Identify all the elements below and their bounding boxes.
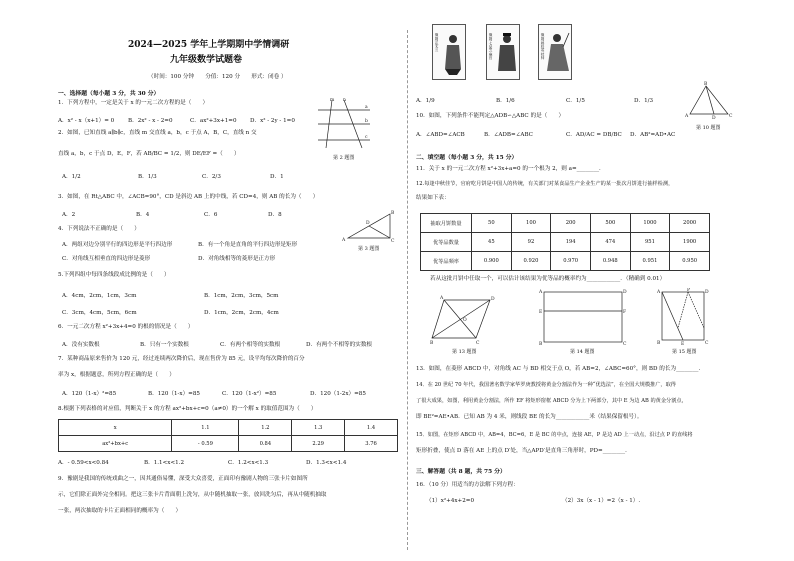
- q3-option-c: C．6: [204, 212, 218, 218]
- svg-text:B: B: [391, 211, 395, 216]
- exam-subtitle: 九年级数学试题卷: [170, 55, 243, 65]
- q15-figure: [656, 288, 712, 346]
- svg-text:C: C: [623, 342, 627, 346]
- q6-option-c: C．有两个相等的实数根: [220, 342, 281, 348]
- q12-cell: 0.948: [590, 252, 630, 271]
- q7-option-b: B．120（1-x）=85: [148, 391, 200, 397]
- svg-text:A: A: [342, 238, 346, 243]
- q3-option-d: D．8: [268, 212, 282, 218]
- q10-option-c: C．AD/AC = DB/BC: [566, 132, 622, 138]
- q10-figure: [684, 80, 734, 120]
- q12-cell: 50: [472, 214, 512, 233]
- q7-option-a: A．120（1-x）²=85: [62, 391, 117, 397]
- opera-card-1-label: 豫剧·花木兰: [435, 33, 439, 53]
- q12-table: [420, 213, 710, 271]
- q1-stem: 1．下列方程中，一定是关于 x 的一元二次方程的是（ ）: [58, 100, 209, 106]
- q6-option-d: D．有两个不相等的实数根: [306, 342, 373, 348]
- q8-cell: 1.2: [239, 420, 292, 436]
- q9-line1: 9．豫剧是我国的传统戏曲之一，因其通俗易懂，深受大众喜爱，正面印有豫剧人物的三张卡片如图所: [58, 476, 308, 482]
- opera-card-3: [538, 24, 572, 80]
- q8-cell: 3.76: [345, 436, 398, 452]
- q8-option-a: A．- 0.59<x<0.84: [58, 460, 109, 466]
- q9-option-a: A．1/9: [416, 98, 435, 104]
- q12-cell: 474: [590, 233, 630, 252]
- q11-text: 11．关于 x 的一元二次方程 x²+3x+a=0 的一个根为 2，则 a=________．: [416, 166, 605, 172]
- q3-figure-caption: 第 3 题图: [358, 246, 380, 252]
- svg-text:D: D: [623, 290, 627, 295]
- q4-stem: 4．下列说法不正确的是（ ）: [58, 226, 140, 232]
- q4-option-c: C．对角线互相垂直的四边形是菱形: [62, 256, 151, 262]
- svg-text:n: n: [343, 98, 346, 103]
- q3-option-b: B．4: [136, 212, 150, 218]
- svg-text:C: C: [476, 341, 480, 344]
- q12-cell: 951: [630, 233, 670, 252]
- q8-table: [58, 419, 398, 452]
- q12-cell: 0.920: [511, 252, 551, 271]
- q12-cell: 0.900: [472, 252, 512, 271]
- svg-text:C: C: [391, 239, 395, 244]
- svg-text:D: D: [705, 290, 709, 295]
- q14-line3: 即 BE²=AE•AB．已知 AB 为 4 米，则线段 BE 的长为____________米（结果保留根号）。: [416, 414, 643, 420]
- svg-text:E: E: [681, 342, 685, 346]
- q8-stem: 8.根据下列表格的对应值，判断关于 x 的方程 ax²+bx+c=0（a≠0）的一个解 x 的取值范围为（ ）: [58, 406, 317, 412]
- q12-cell: 0.950: [670, 252, 710, 271]
- svg-text:m: m: [330, 98, 335, 103]
- q2-option-b: B．1/3: [138, 174, 157, 180]
- q10-option-a: A．∠ABD=∠ACB: [416, 132, 465, 138]
- q10-figure-caption: 第 10 题图: [696, 125, 721, 131]
- q2-option-a: A．1/2: [62, 174, 81, 180]
- q1-option-b: B．2x² - x - 2=0: [128, 118, 173, 124]
- q5-option-a: A．4cm，2cm，1cm，3cm: [62, 293, 137, 299]
- q10-stem: 10．如图，下列条件不能判定△ADB∽△ABC 的是（ ）: [416, 113, 565, 119]
- q1-option-c: C．ax²+3x+1=0: [190, 118, 237, 124]
- q8-cell: x: [59, 420, 172, 436]
- q12-cell: 0.970: [551, 252, 591, 271]
- q3-figure: [340, 208, 396, 244]
- q12-line1: 12.每逢中秋佳节，官府吃月饼是中国人的传统，有关部门对某食品生产企业生产的某一批次月饼进行抽样检测，: [416, 181, 674, 187]
- q12-tail: 若从这批月饼中任取一个，可以估计该结果为优等品的概率约为____________．（精确到 0.01）: [430, 276, 666, 282]
- svg-text:C: C: [705, 341, 709, 346]
- q12-cell: 500: [590, 214, 630, 233]
- q12-row-sample-count: [421, 214, 710, 233]
- q13-text: 13．如图，在菱形 ABCD 中，对角线 AC 与 BD 相交于点 O，若 AB=2，∠ABC=60°，则 BD 的长为________．: [416, 366, 705, 372]
- q2-option-c: C．2/3: [202, 174, 221, 180]
- q12-cell: 抽取月饼数量: [421, 214, 472, 233]
- q12-cell: 100: [511, 214, 551, 233]
- q6-stem: 6．一元二次方程 x²+3x+4=0 的根的情况是（ ）: [58, 324, 194, 330]
- q8-cell: 0.84: [239, 436, 292, 452]
- opera-card-2: [486, 24, 520, 80]
- q7-option-c: C．120（1-x²）=85: [222, 391, 277, 397]
- q5-option-b: B．1cm，2cm，3cm，5cm: [204, 293, 279, 299]
- svg-text:A: A: [539, 290, 543, 295]
- q8-option-b: B．1.1<x<1.2: [144, 460, 185, 466]
- svg-text:P: P: [687, 288, 691, 293]
- svg-text:c: c: [365, 135, 368, 140]
- q8-cell: 1.1: [172, 420, 239, 436]
- q10-option-d: D．AB²=AD•AC: [630, 132, 676, 138]
- q14-figure: [538, 288, 628, 346]
- svg-text:O: O: [463, 318, 467, 323]
- q7-line1: 7．某种商品原来售价为 120 元，经过连续两次降价后，现在售价为 85 元，设平均每次降价的百分: [58, 356, 305, 362]
- q7-option-d: D．120（1-2x）=85: [310, 391, 366, 397]
- svg-text:B: B: [430, 341, 434, 344]
- q2-figure: [318, 96, 370, 152]
- svg-text:A: A: [685, 114, 689, 119]
- svg-text:D: D: [491, 297, 495, 302]
- q1-option-d: D．x² - 2y - 1=0: [250, 118, 295, 124]
- q16-part1: （1）x²+4x+2=0: [426, 498, 475, 504]
- q12-cell: 92: [511, 233, 551, 252]
- svg-text:D: D: [366, 221, 370, 226]
- opera-card-3-label: 豫剧·穆桂英挂帅: [541, 33, 545, 60]
- q14-line1: 14．在 20 世纪 70 年代，我国著名数学家华罗庚教授将黄金分割法作为一种“优选法”，在全国大规模推广，取得: [416, 382, 676, 388]
- opera-card-2-label: 豫剧·七品芝麻官: [489, 33, 493, 60]
- svg-text:E: E: [539, 310, 543, 315]
- exam-title: 2024—2025 学年上学期期中学情调研: [128, 40, 290, 50]
- q8-table-head-row: [59, 420, 398, 436]
- q14-figure-caption: 第 14 题图: [570, 349, 595, 355]
- q16-part2: （2）3x（x - 1）=2（x - 1）.: [562, 498, 641, 504]
- q12-cell: 1900: [670, 233, 710, 252]
- q16-stem: 16．（10 分）用适当的方法解下列方程：: [416, 482, 519, 488]
- q8-cell: 1.4: [345, 420, 398, 436]
- svg-text:B: B: [704, 82, 708, 87]
- q12-cell: 0.951: [630, 252, 670, 271]
- svg-text:A: A: [440, 296, 444, 301]
- q5-option-d: D．1cm，2cm，2cm，4cm: [204, 310, 279, 316]
- exam-meta: （时间：100 分钟 分值：120 分 形式：闭卷 ）: [148, 74, 287, 80]
- svg-text:A: A: [657, 290, 661, 295]
- svg-text:C: C: [729, 114, 733, 119]
- q14-line2: 了很大成果，如图，利用黄金分割法，所作 EF 将矩形窗框 ABCD 分为上下两部分，其中 E 为边 AB 的黄金分割点，: [416, 398, 687, 404]
- q12-line2: 结果如下表：: [416, 195, 450, 201]
- svg-text:F: F: [623, 310, 627, 315]
- q12-cell: 194: [551, 233, 591, 252]
- q5-option-c: C．3cm，4cm，5cm，6cm: [62, 310, 137, 316]
- q10-option-b: B．∠ADB=∠ABC: [484, 132, 533, 138]
- svg-text:a: a: [365, 105, 368, 110]
- section-3-title: 三、解答题（共 8 题，共 75 分）: [416, 469, 506, 475]
- q15-line1: 15．如图，在矩形 ABCD 中，AB=4，BC=6，E 是 BC 的中点，连接 AE，P 是边 AD 上一动点，沿过点 P 的直线将: [416, 432, 693, 438]
- q2-figure-caption: 第 2 题图: [333, 155, 355, 161]
- q3-option-a: A．2: [62, 212, 76, 218]
- q8-table-value-row: [59, 436, 398, 452]
- column-divider: [407, 30, 408, 550]
- q4-option-b: B．有一个角是直角的平行四边形是矩形: [198, 242, 298, 248]
- q12-cell: 2000: [670, 214, 710, 233]
- q8-option-c: C．1.2<x<1.3: [228, 460, 269, 466]
- q12-cell: 200: [551, 214, 591, 233]
- q4-option-a: A．两组对边分别平行的四边形是平行四边形: [62, 242, 173, 248]
- q12-cell: 45: [472, 233, 512, 252]
- q9-option-d: D．1/3: [634, 98, 654, 104]
- q8-cell: - 0.59: [172, 436, 239, 452]
- q2-option-d: D．1: [270, 174, 284, 180]
- q12-row-frequency: [421, 252, 710, 271]
- svg-text:D: D: [712, 116, 716, 120]
- q6-option-a: A．没有实数根: [62, 342, 100, 348]
- q3-stem: 3．如图，在 Rt△ABC 中，∠ACB=90°，CD 是斜边 AB 上的中线，若 CD=4，则 AB 的长为（ ）: [58, 194, 319, 200]
- q15-figure-caption: 第 15 题图: [672, 349, 697, 355]
- q15-line2: 矩形折叠，使点 D 落在 AE 上的点 D′处，当△APD′是直角三角形时，PD=________．: [416, 448, 631, 454]
- q1-option-a: A．x² - x（x+1）= 0: [58, 118, 115, 124]
- svg-text:B: B: [539, 342, 543, 346]
- q8-cell: 2.29: [292, 436, 345, 452]
- svg-text:B: B: [657, 341, 661, 346]
- q5-stem: 5.下列四组中每四条线段成比例的是（ ）: [58, 272, 170, 278]
- q8-cell: ax²+bx+c: [59, 436, 172, 452]
- q9-line2: 示，它们除正面外完全相同。把这三张卡片背面朝上洗匀，从中随机抽取一张，放回洗匀后，再从中随机抽取: [58, 492, 327, 498]
- q7-line2: 率为 x，根据题意，所列方程正确的是（ ）: [58, 372, 175, 378]
- q12-cell: 优等品频率: [421, 252, 472, 271]
- q12-cell: 1000: [630, 214, 670, 233]
- svg-text:b: b: [365, 119, 368, 124]
- q9-line3: 一张，两次抽取的卡片正面相同的概率为（ ）: [58, 508, 182, 514]
- section-1-title: 一、选择题（每小题 3 分，共 30 分）: [58, 91, 160, 97]
- q13-figure: [430, 294, 502, 344]
- q8-cell: 1.3: [292, 420, 345, 436]
- q13-figure-caption: 第 13 题图: [452, 349, 477, 355]
- q8-option-d: D．1.3<x<1.4: [306, 460, 347, 466]
- q6-option-b: B．只有一个实数根: [140, 342, 189, 348]
- q9-option-b: B．1/6: [496, 98, 515, 104]
- section-2-title: 二、填空题（每小题 3 分，共 15 分）: [416, 155, 518, 161]
- q12-row-good-count: [421, 233, 710, 252]
- opera-card-1: [432, 24, 466, 80]
- q4-option-d: D．对角线相等的菱形是正方形: [198, 256, 276, 262]
- q2-line2: 直线 a，b，c 于点 D，E，F，若 AB/BC = 1/2，则 DE/EF =（ ）: [58, 151, 240, 157]
- q2-line1: 2．如图，已知直线 a∥b∥c，直线 m 交直线 a，b，c 于点 A，B，C，直线 n 交: [58, 130, 257, 136]
- q12-cell: 优等品数量: [421, 233, 472, 252]
- q9-option-c: C．1/5: [566, 98, 585, 104]
